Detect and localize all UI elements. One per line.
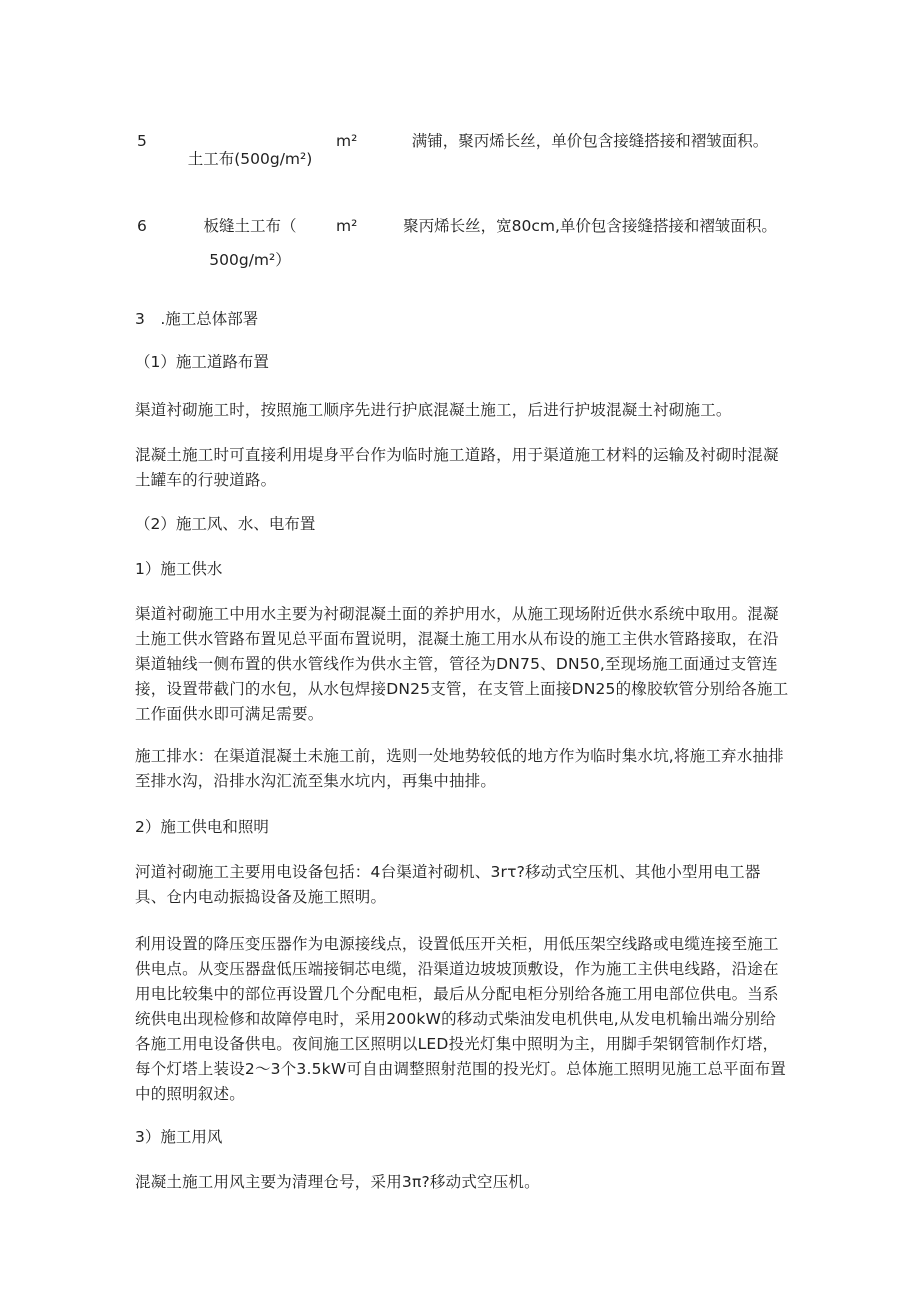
item-name: 板缝土工布（ 500g/m²） (203, 217, 297, 269)
item-name: 土工布(500g/m²) (187, 150, 313, 168)
subsection-heading: 2）施工供电和照明 (135, 818, 269, 836)
paragraph: 渠道衬砌施工中用水主要为衬砌混凝土面的养护用水，从施工现场附近供水系统中取用。混凝土施工供水管路布置见总平面布置说明，混凝土施工用水从布设的施工主供水管路接取，在沿渠道轴线一侧布置的供水管线作为供水主管，管径为DN75、DN50,至现场施工面通过支管连接，设置带截门的水包，从水包焊接DN25支管，在支管上面接DN25的橡胶软管分别给各施工工作面供水即可满足需要。 (135, 605, 789, 723)
row-number: 6 (137, 217, 147, 235)
paragraph: 施工排水：在渠道混凝土未施工前，选则一处地势较低的地方作为临时集水坑,将施工弃水抽排至排水沟，沿排水沟汇流至集水坑内，再集中抽排。 (135, 747, 784, 790)
subsection-heading: 1）施工供水 (135, 560, 223, 578)
item-unit: m² (336, 217, 358, 235)
paragraph: 利用设置的降压变压器作为电源接线点，设置低压开关柜，用低压架空线路或电缆连接至施工供电点。从变压器盘低压端接铜芯电缆，沿渠道边坡坡顶敷设，作为施工主供电线路，沿途在用电比较集中的部位再设置几个分配电柜，最后从分配电柜分别给各施工用电部位供电。当系统供电出现检修和故障停电时，采用200kW的移动式柴油发电机供电,从发电机输出端分别给各施工用电设备供电。夜间施工区照明以LED投光灯集中照明为主，用脚手架钢管制作灯塔，每个灯塔上装设2〜3个3.5kW可自由调整照射范围的投光灯。总体施工照明见施工总平面布置中的照明叙述。 (135, 935, 786, 1103)
section-heading: 3 .施工总体部署 (135, 310, 259, 328)
subsection-heading: （2）施工风、水、电布置 (135, 515, 316, 533)
paragraph: 混凝土施工时可直接利用堤身平台作为临时施工道路，用于渠道施工材料的运输及衬砌时混凝土罐车的行驶道路。 (135, 446, 779, 489)
paragraph: 渠道衬砌施工时，按照施工顺序先进行护底混凝土施工，后进行护坡混凝土衬砌施工。 (135, 401, 732, 419)
item-description: 聚丙烯长丝，宽80cm,单价包含接缝搭接和褶皱面积。 (403, 217, 777, 235)
item-unit: m² (336, 132, 358, 150)
item-description: 满铺，聚丙烯长丝，单价包含接缝搭接和褶皱面积。 (411, 132, 769, 150)
row-number: 5 (137, 132, 147, 150)
paragraph: 混凝土施工用风主要为清理仓号，采用3π?移动式空压机。 (135, 1173, 540, 1191)
subsection-heading: 3）施工用风 (135, 1128, 223, 1146)
subsection-heading: （1）施工道路布置 (135, 353, 269, 371)
paragraph: 河道衬砌施工主要用电设备包括：4台渠道衬砌机、3rτ?移动式空压机、其他小型用电工器具、仓内电动振捣设备及施工照明。 (135, 863, 761, 906)
